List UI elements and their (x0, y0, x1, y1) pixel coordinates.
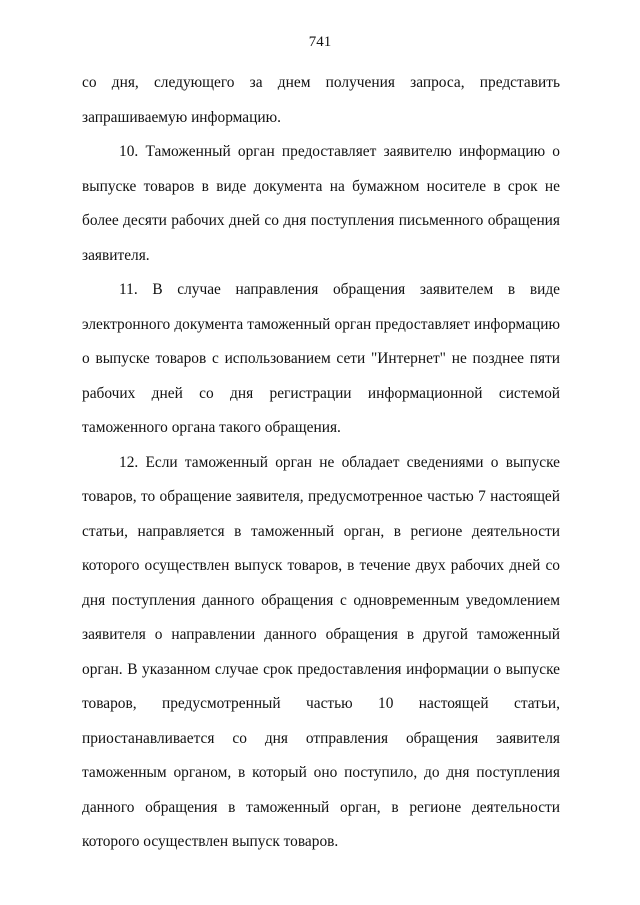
paragraph-11: 11. В случае направления обращения заявителем в виде электронного документа таможенный орган предоставляет информацию о выпуске товаров с использованием сети "Интернет" не позднее пяти рабочих дней со дня регистрации информационной системой таможенного органа такого обращения. (82, 281, 560, 436)
paragraph-continuation: со дня, следующего за днем получения запроса, представить запрашиваемую информацию. (82, 74, 560, 126)
paragraph-10: 10. Таможенный орган предоставляет заявителю информацию о выпуске товаров в виде документа на бумажном носителе в срок не более десяти рабочих дней со дня поступления письменного обращения заявителя. (82, 143, 560, 264)
document-body (82, 66, 560, 860)
page-number: 741 (308, 34, 332, 50)
paragraph-12: 12. Если таможенный орган не обладает сведениями о выпуске товаров, то обращение заявителя, предусмотренное частью 7 настоящей статьи, направляется в таможенный орган, в регионе деятельности которого осуществлен выпуск товаров, в течение двух рабочих дней со дня поступления данного обращения с одновременным уведомлением заявителя о направлении данного обращения в другой таможенный орган. В указанном случае срок предоставления информации о выпуске товаров, предусмотренный частью 10 настоящей статьи, приостанавливается со дня отправления обращения заявителя таможенным органом, в который оно поступило, до дня поступления данного обращения в таможенный орган, в регионе деятельности которого осуществлен выпуск товаров. (82, 453, 560, 850)
